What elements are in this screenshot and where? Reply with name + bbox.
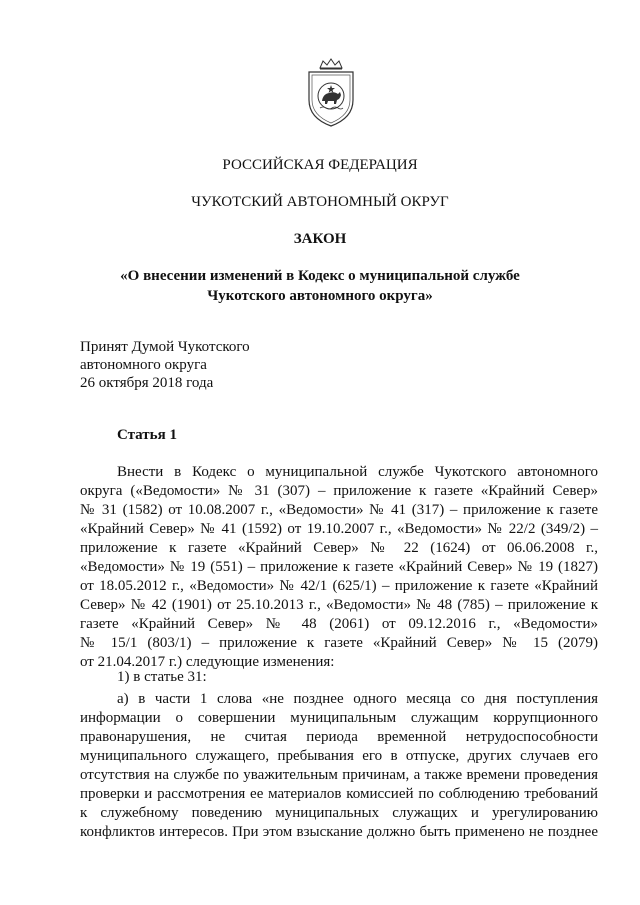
text-line: от 18.05.2012 г., «Ведомости» № 42/1 (625/1) – приложение к газете «Крайний — [80, 578, 598, 594]
text-line: проверки и рассмотрения ее материалов комиссией по соблюдению требований — [80, 786, 598, 802]
item-1a-paragraph — [80, 690, 598, 842]
article-heading: Статья 1 — [117, 427, 177, 443]
okrug-heading: ЧУКОТСКИЙ АВТОНОМНЫЙ ОКРУГ — [191, 194, 449, 210]
text-line: Внести в Кодекс о муниципальной службе Чукотского автономного — [117, 464, 598, 480]
text-line: № 31 (1582) от 10.08.2007 г., «Ведомости» № 41 (317) – приложение к газете — [80, 502, 598, 518]
article-intro-paragraph — [80, 463, 598, 672]
text-line: приложение к газете «Крайний Север» № 22 (1624) от 06.06.2008 г., — [80, 540, 598, 556]
doc-type-heading: ЗАКОН — [293, 231, 347, 247]
text-line: а) в части 1 слова «не позднее одного месяца со дня поступления — [117, 691, 598, 707]
text-line: газете «Крайний Север» № 48 (2061) от 09.12.2016 г., «Ведомости» — [80, 616, 598, 632]
text-line: отсутствия на службе по уважительным причинам, а также времени проведения — [80, 767, 598, 783]
adoption-line: Принят Думой Чукотского — [80, 339, 250, 355]
coat-of-arms-icon — [303, 58, 359, 128]
text-line: № 15/1 (803/1) – приложение к газете «Крайний Север» № 15 (2079) — [80, 635, 598, 651]
adoption-block — [80, 338, 250, 392]
item-1 — [80, 668, 598, 687]
text-line: конфликтов интересов. При этом взыскание должно быть применено не позднее — [80, 824, 598, 840]
law-title-line: «О внесении изменений в Кодекс о муниципальной службе — [120, 268, 520, 284]
text-line: 1) в статье 31: — [117, 669, 207, 685]
text-line: информации о совершении муниципальным служащим коррупционного — [80, 710, 598, 726]
text-line: к служебному поведению муниципальных служащих и урегулированию — [80, 805, 598, 821]
text-line: муниципального служащего, пребывания его в отпуске, других случаев его — [80, 748, 598, 764]
text-line: правонарушения, не считая периода временной нетрудоспособности — [80, 729, 598, 745]
text-line: Север» № 42 (1901) от 25.10.2013 г., «Ведомости» № 48 (785) – приложение к — [80, 597, 598, 613]
text-line: округа («Ведомости» № 31 (307) – приложение к газете «Крайний Север» — [80, 483, 598, 499]
law-title-line: Чукотского автономного округа» — [207, 288, 433, 304]
law-title — [0, 266, 640, 306]
text-line: от 21.04.2017 г.) следующие изменения: — [80, 654, 335, 670]
adoption-date: 26 октября 2018 года — [80, 375, 214, 391]
adoption-line: автономного округа — [80, 357, 207, 373]
text-line: «Ведомости» № 19 (551) – приложение к газете «Крайний Север» № 19 (1827) — [80, 559, 598, 575]
text-line: «Крайний Север» № 41 (1592) от 19.10.2007 г., «Ведомости» № 22/2 (349/2) – — [80, 521, 598, 537]
federation-heading: РОССИЙСКАЯ ФЕДЕРАЦИЯ — [222, 157, 418, 173]
